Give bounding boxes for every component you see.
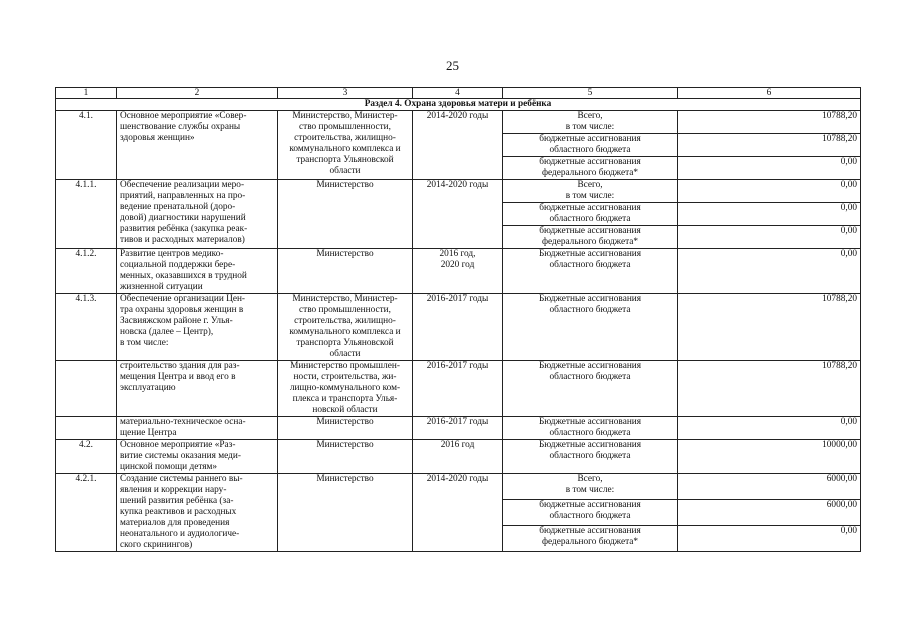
activity-name <box>117 249 278 294</box>
program-table <box>55 87 861 552</box>
funding-source-line: Всего, <box>577 474 603 484</box>
period <box>413 249 503 294</box>
activity-name-line: жизненной ситуации <box>120 282 203 292</box>
funding-amount: 10788,20 <box>678 111 861 134</box>
activity-name-line: новска (далее – Центр), <box>120 327 214 337</box>
funding-source-line: федерального бюджета* <box>541 237 639 247</box>
executor-line: строительства, жилищно- <box>294 316 396 326</box>
funding-amount: 0,00 <box>678 180 861 203</box>
activity-name <box>117 294 278 361</box>
executor-line: транспорта Ульяновской <box>296 338 394 348</box>
funding-source <box>503 526 678 552</box>
funding-amount: 10000,00 <box>678 440 861 474</box>
funding-source-line: Всего, <box>577 111 603 121</box>
activity-name-line: неонатального и аудиологиче- <box>120 529 240 539</box>
funding-source <box>503 249 678 294</box>
col-header-2: 2 <box>117 88 278 99</box>
executor-line: новской области <box>312 405 378 415</box>
activity-name-line: Создание системы раннего вы- <box>120 474 243 484</box>
section-row <box>56 99 861 111</box>
period <box>413 361 503 417</box>
table-row <box>56 249 861 294</box>
funding-source <box>503 157 678 180</box>
table-body <box>56 88 861 552</box>
period-line: 2016-2017 годы <box>426 361 489 371</box>
funding-source-line: бюджетные ассигнования <box>539 203 641 213</box>
funding-amount: 6000,00 <box>678 474 861 500</box>
executor-line: Министерство <box>316 474 374 484</box>
activity-name-line: шенствование службы охраны <box>120 122 241 132</box>
activity-name <box>117 111 278 180</box>
activity-name <box>117 361 278 417</box>
executor-line: строительства, жилищно- <box>294 133 396 143</box>
activity-name <box>117 180 278 249</box>
executor-line: Министерство <box>316 180 374 190</box>
executor <box>278 294 413 361</box>
activity-name-line: шений развития ребёнка (за- <box>120 496 234 506</box>
funding-source-line: в том числе: <box>565 485 615 495</box>
funding-amount: 10788,20 <box>678 134 861 157</box>
funding-source <box>503 417 678 440</box>
funding-source <box>503 203 678 226</box>
activity-name-line: явления и коррекции нару- <box>120 485 227 495</box>
activity-name-line: тивов и расходных материалов) <box>120 235 245 245</box>
activity-name-line: витие системы оказания меди- <box>120 451 241 461</box>
funding-source-line: Всего, <box>577 180 603 190</box>
funding-source-line: областного бюджета <box>549 372 631 382</box>
activity-name-line: Обеспечение организации Цен- <box>120 294 246 304</box>
table-row <box>56 417 861 440</box>
period-line: 2014-2020 годы <box>426 111 489 121</box>
executor-line: коммунального комплекса и <box>289 327 401 337</box>
item-number: 4.2. <box>56 440 117 474</box>
funding-source-line: в том числе: <box>565 191 615 201</box>
activity-name-line: Развитие центров медико- <box>120 249 224 259</box>
table-row <box>56 361 861 417</box>
period-line: 2014-2020 годы <box>426 474 489 484</box>
funding-source <box>503 294 678 361</box>
page-number: 25 <box>446 58 459 73</box>
activity-name-line: щение Центра <box>120 428 177 438</box>
period-line: 2016-2017 годы <box>426 294 489 304</box>
period-line: 2016-2017 годы <box>426 417 489 427</box>
funding-source-line: Бюджетные ассигнования <box>538 361 642 371</box>
col-header-3: 3 <box>278 88 413 99</box>
funding-source-line: федерального бюджета* <box>541 168 639 178</box>
activity-name-line: материально-техническое осна- <box>120 417 246 427</box>
activity-name-line: Обеспечение реализации меро- <box>120 180 245 190</box>
activity-name-line: строительство здания для раз- <box>120 361 240 371</box>
funding-amount: 10788,20 <box>678 361 861 417</box>
executor-line: Министерство <box>316 249 374 259</box>
activity-name-line: купка реактивов и расходных <box>120 507 237 517</box>
table-row <box>56 440 861 474</box>
activity-name-line: Основное мероприятие «Совер- <box>120 111 247 121</box>
executor <box>278 180 413 249</box>
funding-source <box>503 111 678 134</box>
executor <box>278 440 413 474</box>
funding-amount: 0,00 <box>678 526 861 552</box>
item-number: 4.1. <box>56 111 117 180</box>
period <box>413 474 503 552</box>
funding-source <box>503 361 678 417</box>
executor-line: транспорта Ульяновской <box>296 155 394 165</box>
funding-source <box>503 180 678 203</box>
activity-name-line: развития ребёнка (закупка реак- <box>120 224 248 234</box>
executor-line: ство промышленности, <box>299 122 391 132</box>
funding-source-line: областного бюджета <box>549 260 631 270</box>
funding-source-line: Бюджетные ассигнования <box>538 440 642 450</box>
activity-name-line: в том числе: <box>120 338 169 348</box>
item-number: 4.1.1. <box>56 180 117 249</box>
activity-name-line: тра охраны здоровья женщин в <box>120 305 244 315</box>
col-header-5: 5 <box>503 88 678 99</box>
executor-line: ности, строительства, жи- <box>293 372 397 382</box>
activity-name-line: цинской помощи детям» <box>120 462 218 472</box>
executor-line: ство промышленности, <box>299 305 391 315</box>
funding-amount: 0,00 <box>678 249 861 294</box>
funding-source-line: бюджетные ассигнования <box>539 500 641 510</box>
col-header-1: 1 <box>56 88 117 99</box>
period <box>413 440 503 474</box>
item-number <box>56 417 117 440</box>
period <box>413 180 503 249</box>
executor-line: плекса и транспорта Улья- <box>292 394 398 404</box>
executor-line: коммунального комплекса и <box>289 144 401 154</box>
period <box>413 294 503 361</box>
executor-line: лищно-коммунального ком- <box>289 383 401 393</box>
executor-line: Министерство <box>316 417 374 427</box>
activity-name-line: приятий, направленных на про- <box>120 191 246 201</box>
funding-source-line: областного бюджета <box>549 305 631 315</box>
funding-source <box>503 500 678 526</box>
executor <box>278 361 413 417</box>
activity-name-line: материалов для проведения <box>120 518 230 528</box>
executor <box>278 111 413 180</box>
funding-amount: 0,00 <box>678 226 861 249</box>
funding-source <box>503 134 678 157</box>
funding-source-line: областного бюджета <box>549 428 631 438</box>
activity-name-line: менных, оказавшихся в трудной <box>120 271 247 281</box>
funding-source-line: областного бюджета <box>549 214 631 224</box>
table-row <box>56 294 861 361</box>
executor-line: Министерство, Министер- <box>292 111 398 121</box>
funding-source-line: бюджетные ассигнования <box>539 157 641 167</box>
funding-source-line: областного бюджета <box>549 451 631 461</box>
funding-source-line: Бюджетные ассигнования <box>538 249 642 259</box>
funding-amount: 0,00 <box>678 157 861 180</box>
activity-name <box>117 474 278 552</box>
period <box>413 111 503 180</box>
table-row <box>56 180 861 203</box>
funding-source <box>503 440 678 474</box>
activity-name-line: ского скринингов) <box>120 540 193 550</box>
activity-name <box>117 417 278 440</box>
table-row <box>56 111 861 134</box>
executor-line: области <box>329 166 361 176</box>
period-line: 2014-2020 годы <box>426 180 489 190</box>
activity-name-line: довой) диагностики нарушений <box>120 213 246 223</box>
activity-name-line: социальной поддержки бере- <box>120 260 236 270</box>
item-number: 4.1.2. <box>56 249 117 294</box>
activity-name-line: Засвияжском районе г. Улья- <box>120 316 233 326</box>
activity-name <box>117 440 278 474</box>
funding-source-line: Бюджетные ассигнования <box>538 417 642 427</box>
activity-name-line: Основное мероприятие «Раз- <box>120 440 236 450</box>
funding-source-line: Бюджетные ассигнования <box>538 294 642 304</box>
funding-source <box>503 474 678 500</box>
executor <box>278 249 413 294</box>
executor-line: области <box>329 349 361 359</box>
funding-amount: 10788,20 <box>678 294 861 361</box>
item-number <box>56 361 117 417</box>
column-number-row <box>56 88 861 99</box>
executor-line: Министерство промышлен- <box>290 361 400 371</box>
section-title: Раздел 4. Охрана здоровья матери и ребёнка <box>56 99 861 111</box>
item-number: 4.2.1. <box>56 474 117 552</box>
period <box>413 417 503 440</box>
funding-source-line: областного бюджета <box>549 145 631 155</box>
period-line: 2016 год, <box>439 249 476 259</box>
executor-line: Министерство <box>316 440 374 450</box>
funding-source-line: областного бюджета <box>549 511 631 521</box>
funding-source-line: бюджетные ассигнования <box>539 526 641 536</box>
funding-source-line: федерального бюджета* <box>541 537 639 547</box>
funding-source-line: бюджетные ассигнования <box>539 226 641 236</box>
executor-line: Министерство, Министер- <box>292 294 398 304</box>
col-header-6: 6 <box>678 88 861 99</box>
funding-amount: 6000,00 <box>678 500 861 526</box>
funding-source <box>503 226 678 249</box>
activity-name-line: здоровья женщин» <box>120 133 195 143</box>
funding-amount: 0,00 <box>678 203 861 226</box>
activity-name-line: ведение пренатальной (доро- <box>120 202 236 212</box>
item-number: 4.1.3. <box>56 294 117 361</box>
table-row <box>56 474 861 500</box>
activity-name-line: мещения Центра и ввод его в <box>120 372 236 382</box>
executor <box>278 474 413 552</box>
activity-name-line: эксплуатацию <box>120 383 176 393</box>
period-line: 2016 год <box>440 440 475 450</box>
funding-source-line: бюджетные ассигнования <box>539 134 641 144</box>
col-header-4: 4 <box>413 88 503 99</box>
funding-source-line: в том числе: <box>565 122 615 132</box>
funding-amount: 0,00 <box>678 417 861 440</box>
period-line: 2020 год <box>440 260 475 270</box>
executor <box>278 417 413 440</box>
